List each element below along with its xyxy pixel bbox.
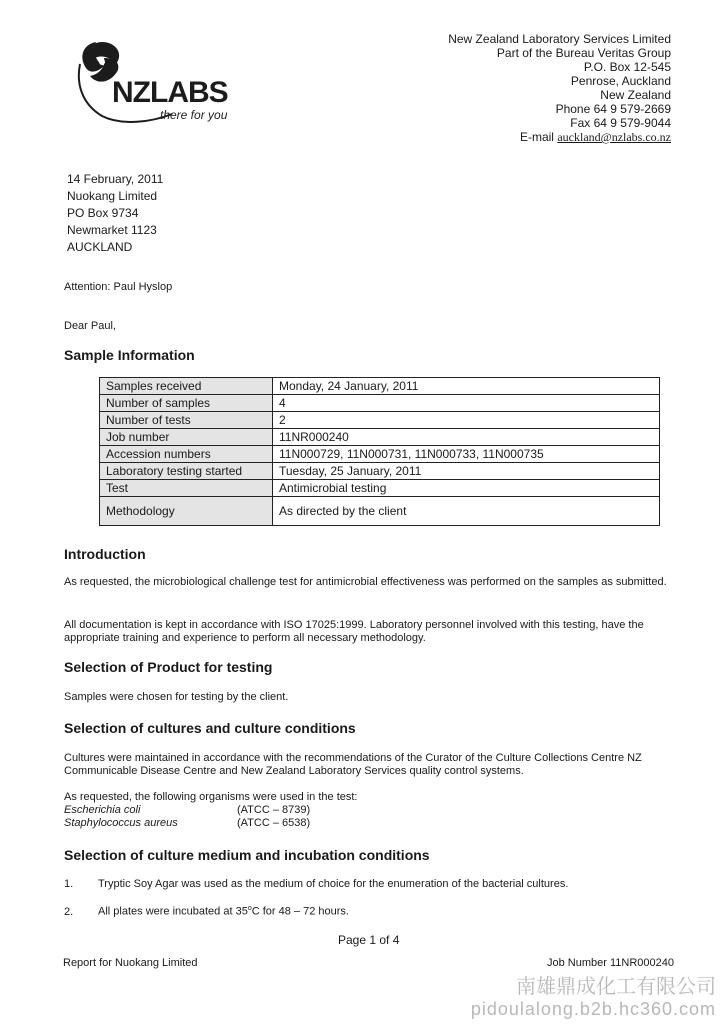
row-value: 11N000729, 11N000731, 11N000733, 11N000735 bbox=[273, 446, 660, 463]
table-row bbox=[100, 497, 660, 526]
company-address-block bbox=[448, 32, 671, 144]
company-phone: Phone 64 9 579-2669 bbox=[555, 102, 671, 116]
company-country: New Zealand bbox=[600, 88, 671, 102]
row-label: Samples received bbox=[100, 378, 273, 395]
row-value: 11NR000240 bbox=[273, 429, 660, 446]
section-heading-cultures: Selection of cultures and culture conditions bbox=[64, 720, 356, 736]
company-name: New Zealand Laboratory Services Limited bbox=[448, 32, 671, 46]
section-heading-medium: Selection of culture medium and incubation conditions bbox=[64, 847, 430, 863]
organism-atcc: (ATCC – 6538) bbox=[237, 817, 311, 829]
organism-atcc: (ATCC – 8739) bbox=[237, 804, 311, 816]
row-label: Number of tests bbox=[100, 412, 273, 429]
company-fax: Fax 64 9 579-9044 bbox=[570, 116, 671, 130]
list-item bbox=[64, 878, 568, 890]
row-label: Laboratory testing started bbox=[100, 463, 273, 480]
recipient-line: AUCKLAND bbox=[67, 240, 133, 254]
list-item bbox=[64, 817, 310, 830]
intro-paragraph-1: As requested, the microbiological challenge test for antimicrobial effectiveness was performed on the samples as submitted. bbox=[64, 576, 667, 588]
attention-line: Attention: Paul Hyslop bbox=[64, 281, 173, 293]
letter-date: 14 February, 2011 bbox=[67, 172, 164, 186]
cultures-paragraph-2: As requested, the following organisms were used in the test: bbox=[64, 791, 358, 803]
row-value: As directed by the client bbox=[273, 497, 660, 526]
product-selection-paragraph: Samples were chosen for testing by the client. bbox=[64, 691, 289, 703]
table-row bbox=[100, 446, 660, 463]
table-row bbox=[100, 378, 660, 395]
watermark bbox=[471, 976, 716, 1020]
recipient-line: Newmarket 1123 bbox=[67, 223, 157, 237]
item-text: C for 48 – 72 hours. bbox=[251, 905, 349, 918]
organism-name: Staphylococcus aureus bbox=[64, 817, 178, 829]
row-label: Number of samples bbox=[100, 395, 273, 412]
salutation: Dear Paul, bbox=[64, 320, 116, 332]
row-value: Tuesday, 25 January, 2011 bbox=[273, 463, 660, 480]
row-label: Job number bbox=[100, 429, 273, 446]
organism-list bbox=[64, 804, 310, 830]
table-row bbox=[100, 429, 660, 446]
watermark-url: pidoulalong.b2b.hc360.com bbox=[470, 999, 716, 1019]
footer-report-for: Report for Nuokang Limited bbox=[63, 957, 198, 969]
item-text: Tryptic Soy Agar was used as the medium of choice for the enumeration of the bacterial cultures. bbox=[98, 878, 569, 890]
recipient-block bbox=[67, 171, 163, 256]
section-heading-introduction: Introduction bbox=[64, 546, 146, 562]
row-value: 2 bbox=[273, 412, 660, 429]
company-email-line bbox=[448, 130, 671, 144]
table-row bbox=[100, 395, 660, 412]
page-number: Page 1 of 4 bbox=[338, 933, 400, 947]
recipient-line: Nuokang Limited bbox=[67, 189, 158, 203]
item-text: All plates were incubated at 35 bbox=[98, 905, 248, 918]
brand-name: NZLABS bbox=[112, 76, 228, 109]
row-value: 4 bbox=[273, 395, 660, 412]
table-row bbox=[100, 463, 660, 480]
brand-tagline: there for you bbox=[160, 108, 228, 122]
email-label: E-mail bbox=[519, 130, 554, 144]
company-group: Part of the Bureau Veritas Group bbox=[496, 46, 671, 60]
list-item bbox=[64, 905, 349, 918]
organism-name: Escherichia coli bbox=[64, 804, 141, 816]
cultures-paragraph-1: Cultures were maintained in accordance with the recommendations of the Curator of the Culture Collections Centre NZ Communicable Disease Centre and New Zealand Laboratory Services quality control systems. bbox=[64, 752, 642, 777]
recipient-line: PO Box 9734 bbox=[67, 206, 139, 220]
degree-sign: o bbox=[247, 905, 252, 912]
email-link[interactable]: auckland@nzlabs.co.nz bbox=[557, 130, 671, 144]
company-po-box: P.O. Box 12-545 bbox=[583, 60, 671, 74]
watermark-company: 南雄鼎成化工有限公司 bbox=[516, 976, 716, 998]
row-label: Accession numbers bbox=[100, 446, 273, 463]
row-value: Monday, 24 January, 2011 bbox=[273, 378, 660, 395]
sample-info-table bbox=[99, 377, 660, 526]
row-label: Methodology bbox=[100, 497, 273, 526]
section-heading-sample-info: Sample Information bbox=[64, 347, 195, 363]
row-label: Test bbox=[100, 480, 273, 497]
table-row bbox=[100, 480, 660, 497]
list-item bbox=[64, 804, 310, 817]
row-value: Antimicrobial testing bbox=[273, 480, 660, 497]
company-city: Penrose, Auckland bbox=[570, 74, 671, 88]
section-heading-product-selection: Selection of Product for testing bbox=[64, 659, 273, 675]
table-row bbox=[100, 412, 660, 429]
item-number: 2. bbox=[64, 905, 74, 918]
intro-paragraph-2: All documentation is kept in accordance with ISO 17025:1999. Laboratory personnel involved with this testing, have the appropriate training and experience to perform all necessary methodology. bbox=[64, 619, 644, 644]
item-number: 1. bbox=[64, 878, 74, 890]
footer-job-number: Job Number 11NR000240 bbox=[547, 957, 674, 969]
